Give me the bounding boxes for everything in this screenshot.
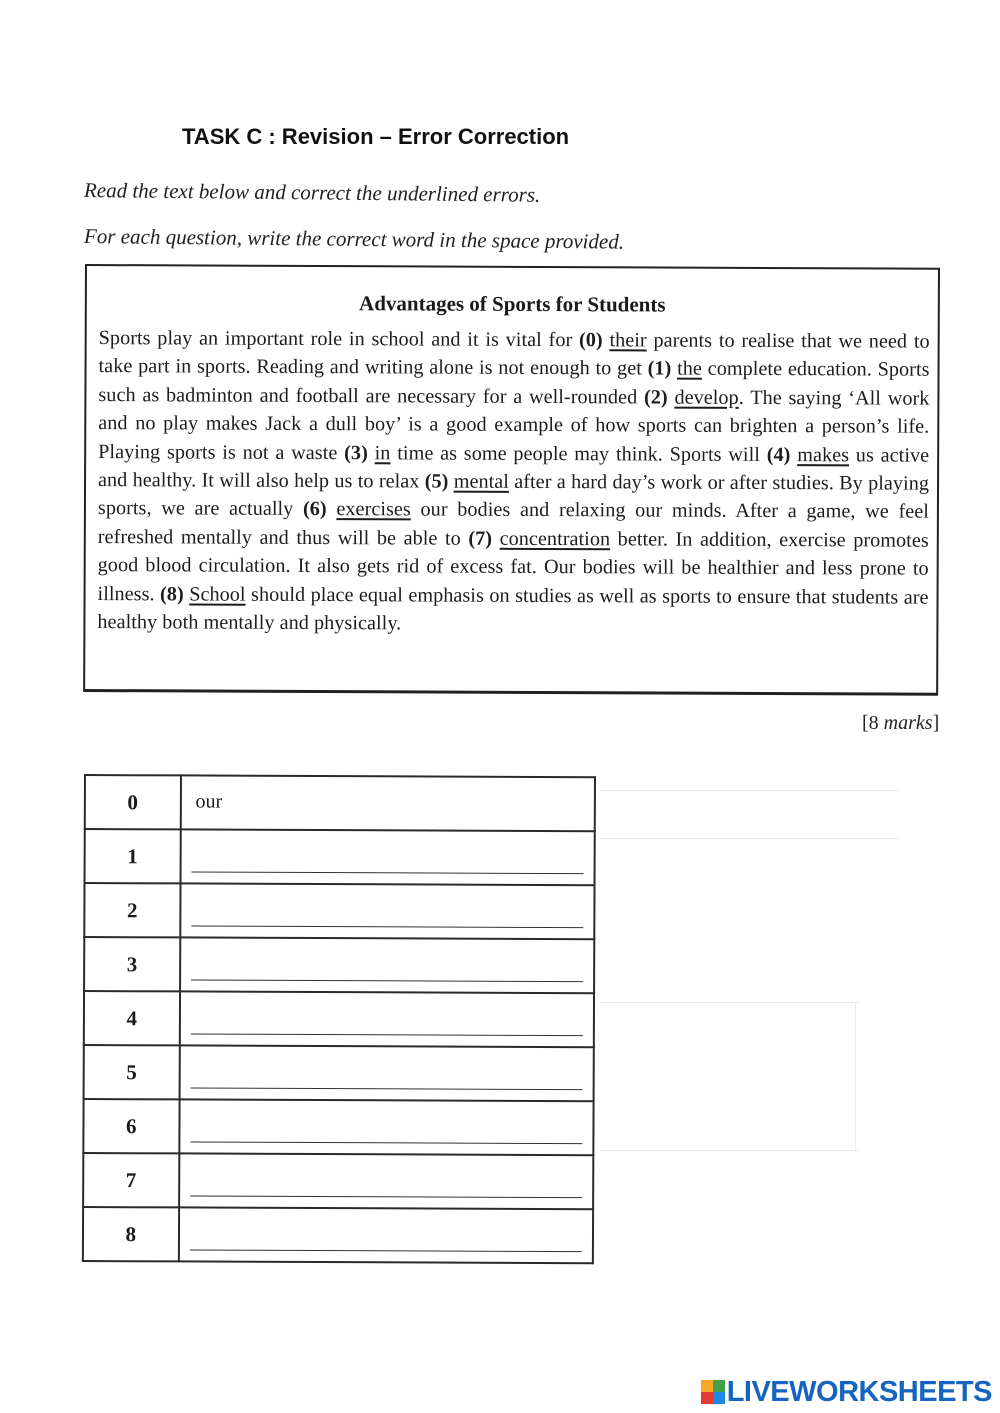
logo-icon-square	[701, 1380, 713, 1392]
error-word-3: in	[374, 441, 391, 464]
question-number-1: (1)	[647, 357, 672, 380]
passage-segment: after a hard day’s work or after studies. By playing sports, we are actually	[97, 470, 930, 521]
answer-row	[84, 1045, 594, 1101]
answer-number: 4	[84, 991, 180, 1045]
bleed-through-line	[600, 838, 900, 839]
passage-segment: our bodies and relaxing our minds. After a game, we feel refreshed mentally and thus will be able to	[97, 498, 929, 550]
bleed-through-line	[600, 790, 900, 791]
question-number-0: (0)	[578, 329, 603, 352]
bleed-through-line	[600, 1150, 860, 1151]
liveworksheets-logo-icon	[701, 1380, 725, 1404]
question-number-7: (7)	[468, 527, 493, 550]
error-word-1: the	[677, 357, 703, 381]
error-word-5: mental	[453, 470, 510, 493]
question-number-2: (2)	[643, 386, 668, 409]
marks-close: ]	[932, 712, 940, 734]
answer-row	[84, 991, 594, 1047]
question-number-6: (6)	[302, 498, 327, 521]
question-number-5: (5)	[424, 470, 449, 493]
logo-text: LIVEWORKSHEETS	[726, 1375, 992, 1408]
answer-input-1[interactable]	[191, 871, 583, 874]
passage-segment: . The saying ‘All work and no play makes Jack a dull boy’ is a good example of how sports can brighten a person’s life. Playing sports is not a waste	[98, 386, 930, 464]
task-title: TASK C : Revision – Error Correction	[182, 124, 570, 149]
logo-icon-square	[713, 1380, 725, 1392]
answer-row	[83, 1207, 593, 1263]
answer-number: 7	[83, 1153, 179, 1207]
error-word-2: develop	[674, 386, 739, 409]
error-word-6: exercises	[336, 498, 411, 521]
answer-cell	[179, 991, 594, 1047]
error-word-8: School	[189, 583, 246, 606]
answer-cell	[179, 1045, 594, 1101]
answer-example: our	[195, 790, 223, 813]
answer-input-7[interactable]	[190, 1195, 582, 1198]
answer-row	[84, 883, 594, 939]
liveworksheets-logo[interactable]	[701, 1377, 992, 1407]
answer-cell	[180, 775, 595, 831]
passage-segment: should place equal emphasis on studies as well as sports to ensure that students are healthy both mentally and physically.	[97, 583, 929, 635]
question-number-4: (4)	[766, 443, 791, 466]
question-number-8: (8)	[160, 582, 184, 606]
marks-unit: marks	[883, 712, 933, 734]
answer-number: 3	[84, 937, 180, 991]
instruction-write: For each question, write the correct word in the space provided.	[83, 224, 625, 254]
passage-segment: parents to realise that we need to take part in sports. Reading and writing alone is not enough to get	[98, 329, 930, 380]
answer-input-2[interactable]	[191, 925, 583, 928]
answer-number: 2	[84, 883, 180, 937]
answer-row	[85, 775, 595, 831]
answer-number: 6	[83, 1099, 179, 1153]
answer-row	[84, 937, 594, 993]
logo-icon-square	[701, 1392, 713, 1404]
logo-icon-square	[713, 1392, 725, 1404]
passage-text	[97, 324, 929, 640]
answer-cell	[179, 1207, 594, 1263]
passage-box	[83, 264, 940, 696]
error-word-0: their	[609, 329, 647, 352]
answer-input-6[interactable]	[190, 1141, 582, 1144]
answer-cell	[180, 937, 595, 993]
passage-segment: Sports play an important role in school and it is vital for	[98, 327, 580, 352]
passage-segment: better. In addition, exercise promotes good blood circulation. It also gets rid of excess fat. Our bodies will be healthier and less prone to illness.	[97, 528, 929, 605]
answer-number: 8	[83, 1207, 179, 1261]
answer-table	[82, 774, 596, 1264]
answer-input-5[interactable]	[190, 1087, 582, 1090]
error-word-7: concentration	[499, 527, 611, 551]
error-word-4: makes	[797, 443, 850, 466]
answer-input-8[interactable]	[190, 1249, 582, 1252]
instruction-read: Read the text below and correct the underlined errors.	[83, 178, 541, 207]
answer-cell	[180, 883, 595, 939]
answer-row	[85, 829, 595, 885]
answer-row	[83, 1153, 593, 1209]
answer-cell	[179, 1099, 594, 1155]
answer-cell	[180, 829, 595, 885]
passage-segment: time as some people may think. Sports will	[390, 441, 767, 466]
answer-cell	[179, 1153, 594, 1209]
answer-number: 5	[84, 1045, 180, 1099]
answer-number: 1	[85, 829, 181, 883]
answer-input-3[interactable]	[191, 979, 583, 982]
passage-segment: us active and healthy. It will also help us to relax	[98, 443, 930, 493]
question-number-3: (3)	[344, 441, 368, 464]
answer-row	[83, 1099, 593, 1155]
marks-open: [8	[862, 712, 884, 734]
bleed-through-vline	[855, 1002, 856, 1152]
passage-title: Advantages of Sports for Students	[359, 291, 666, 317]
bleed-through-line	[600, 1002, 860, 1003]
passage-segment: complete education. Sports such as badminton and football are necessary for a well-rounded	[98, 358, 930, 409]
marks-label	[862, 712, 939, 735]
answer-input-4[interactable]	[191, 1033, 583, 1036]
answer-number: 0	[85, 775, 181, 829]
